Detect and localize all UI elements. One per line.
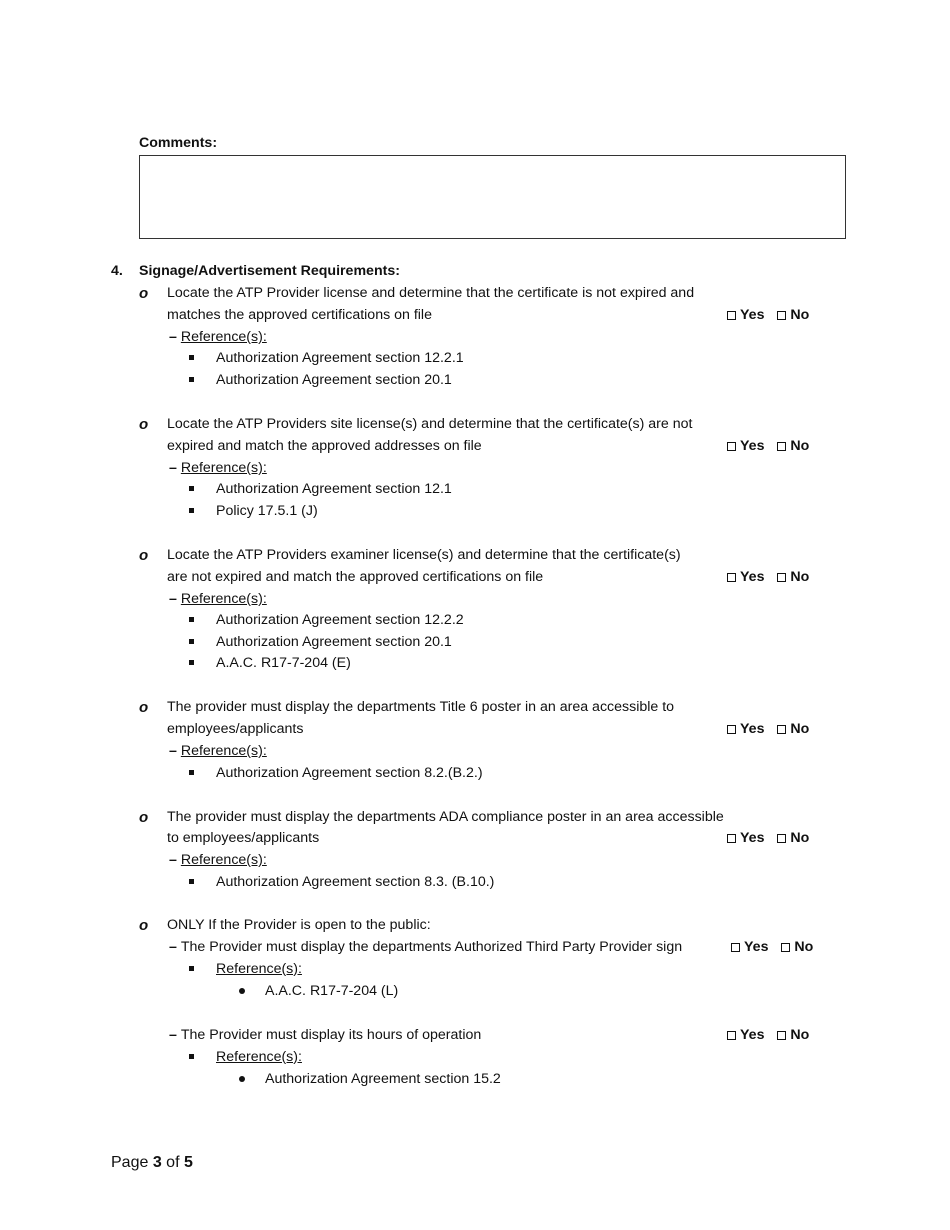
square-bullet-icon	[189, 486, 194, 491]
yes-checkbox[interactable]: Yes	[727, 439, 764, 453]
list-marker-o: o	[139, 547, 149, 564]
square-bullet-icon	[189, 508, 194, 513]
checkbox-square-icon	[777, 442, 786, 451]
reference-item: Authorization Agreement section 8.3. (B.10.)	[216, 874, 495, 890]
list-marker-o: o	[139, 809, 149, 826]
square-bullet-icon	[189, 377, 194, 382]
checkbox-square-icon	[731, 943, 740, 952]
reference-heading: Reference(s):	[216, 1049, 302, 1065]
item-4-yes-no	[727, 722, 809, 737]
list-marker-o: o	[139, 699, 149, 716]
yes-checkbox[interactable]: Yes	[727, 722, 764, 736]
item-4-line-2: employees/applicants	[167, 721, 304, 737]
item-3-line-1: Locate the ATP Providers examiner license(s) and determine that the certificate(s)	[167, 547, 681, 563]
item-2-line-2: expired and match the approved addresses on file	[167, 438, 482, 454]
yes-checkbox[interactable]: Yes	[731, 940, 768, 954]
reference-item: Authorization Agreement section 15.2	[265, 1071, 501, 1087]
checkbox-square-icon	[777, 1031, 786, 1040]
reference-item: A.A.C. R17-7-204 (E)	[216, 655, 351, 671]
reference-item: A.A.C. R17-7-204 (L)	[265, 983, 399, 999]
sub-item-sign-yes-no	[731, 940, 813, 955]
item-5-line-2: to employees/applicants	[167, 830, 320, 846]
yes-checkbox[interactable]: Yes	[727, 570, 764, 584]
no-checkbox[interactable]: No	[777, 570, 809, 584]
item-1-line-1: Locate the ATP Provider license and determine that the certificate is not expired and	[167, 285, 695, 301]
item-5-yes-no	[727, 831, 809, 846]
item-1-yes-no	[727, 308, 809, 323]
sub-item-hours-yes-no	[727, 1028, 809, 1043]
reference-heading: – Reference(s):	[169, 743, 267, 759]
square-bullet-icon	[189, 1054, 194, 1059]
comments-label: Comments:	[139, 135, 218, 151]
list-marker-o: o	[139, 416, 149, 433]
checkbox-square-icon	[777, 311, 786, 320]
square-bullet-icon	[189, 770, 194, 775]
no-checkbox[interactable]: No	[777, 722, 809, 736]
item-5-line-1: The provider must display the departments ADA compliance poster in an area accessible	[167, 809, 724, 825]
reference-item: Authorization Agreement section 12.2.1	[216, 350, 464, 366]
square-bullet-icon	[189, 966, 194, 971]
checkbox-square-icon	[727, 442, 736, 451]
checkbox-square-icon	[727, 573, 736, 582]
reference-item: Authorization Agreement section 20.1	[216, 372, 452, 388]
square-bullet-icon	[189, 639, 194, 644]
page-number: Page 3 of 5	[111, 1154, 193, 1171]
item-3-yes-no	[727, 570, 809, 585]
reference-heading: – Reference(s):	[169, 591, 267, 607]
reference-heading: – Reference(s):	[169, 852, 267, 868]
yes-checkbox[interactable]: Yes	[727, 831, 764, 845]
no-checkbox[interactable]: No	[781, 940, 813, 954]
checkbox-square-icon	[727, 725, 736, 734]
reference-heading: Reference(s):	[216, 961, 302, 977]
reference-item: Policy 17.5.1 (J)	[216, 503, 318, 519]
checkbox-square-icon	[727, 834, 736, 843]
item-2-line-1: Locate the ATP Providers site license(s) and determine that the certificate(s) are not	[167, 416, 693, 432]
reference-item: Authorization Agreement section 12.2.2	[216, 612, 464, 628]
round-bullet-icon	[239, 1076, 245, 1082]
reference-item: Authorization Agreement section 12.1	[216, 481, 452, 497]
section-title: Signage/Advertisement Requirements:	[139, 263, 400, 279]
item-1-line-2: matches the approved certifications on file	[167, 307, 432, 323]
list-marker-o: o	[139, 285, 149, 302]
reference-item: Authorization Agreement section 20.1	[216, 634, 452, 650]
reference-heading: – Reference(s):	[169, 329, 267, 345]
square-bullet-icon	[189, 617, 194, 622]
no-checkbox[interactable]: No	[777, 308, 809, 322]
checkbox-square-icon	[777, 725, 786, 734]
no-checkbox[interactable]: No	[777, 1028, 809, 1042]
checkbox-square-icon	[781, 943, 790, 952]
square-bullet-icon	[189, 355, 194, 360]
item-4-line-1: The provider must display the departments Title 6 poster in an area accessible to	[167, 699, 675, 715]
reference-item: Authorization Agreement section 8.2.(B.2.)	[216, 765, 483, 781]
section-number: 4.	[111, 263, 123, 279]
yes-checkbox[interactable]: Yes	[727, 308, 764, 322]
sub-item-sign: – The Provider must display the departments Authorized Third Party Provider sign	[169, 939, 683, 955]
item-6-line-1: ONLY If the Provider is open to the public:	[167, 917, 431, 933]
no-checkbox[interactable]: No	[777, 439, 809, 453]
no-checkbox[interactable]: No	[777, 831, 809, 845]
yes-checkbox[interactable]: Yes	[727, 1028, 764, 1042]
reference-heading: – Reference(s):	[169, 460, 267, 476]
checkbox-square-icon	[777, 834, 786, 843]
checkbox-square-icon	[727, 311, 736, 320]
list-marker-o: o	[139, 917, 149, 934]
round-bullet-icon	[239, 988, 245, 994]
sub-item-hours: – The Provider must display its hours of operation	[169, 1027, 482, 1043]
comments-textbox[interactable]	[139, 155, 846, 239]
square-bullet-icon	[189, 660, 194, 665]
checkbox-square-icon	[777, 573, 786, 582]
item-2-yes-no	[727, 439, 809, 454]
item-3-line-2: are not expired and match the approved certifications on file	[167, 569, 544, 585]
square-bullet-icon	[189, 879, 194, 884]
checkbox-square-icon	[727, 1031, 736, 1040]
